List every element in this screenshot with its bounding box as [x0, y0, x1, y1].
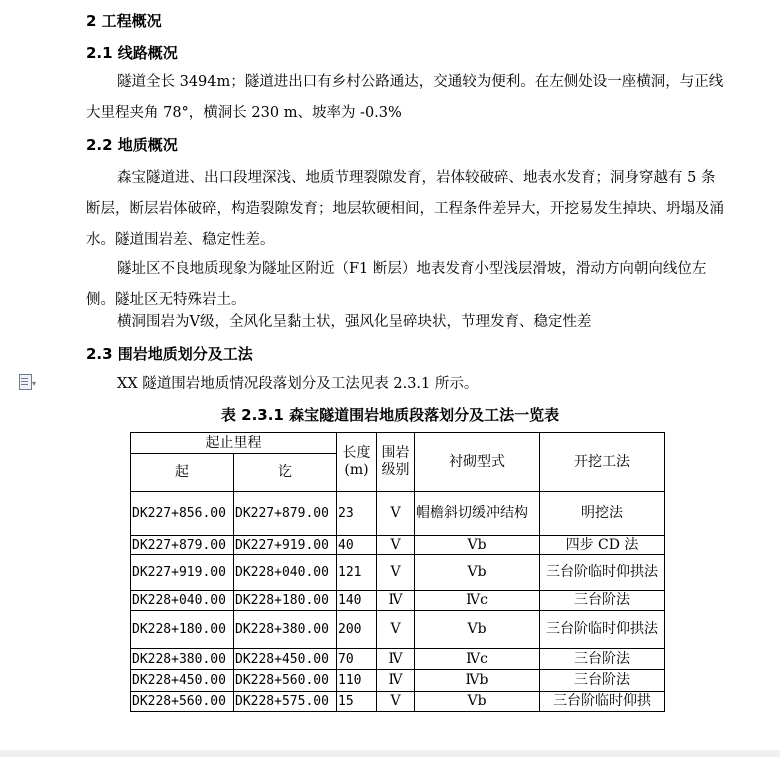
paragraph-geology-2: 隧址区不良地质现象为隧址区附近（F1 断层）地表发育小型浅层滑坡，滑动方向朝向线位左侧。隧址区无特殊岩土。	[86, 261, 707, 308]
cell-lining: 帽檐斜切缓冲结构	[415, 492, 540, 536]
cell-end: DK227+919.00	[234, 536, 337, 555]
cell-end: DK228+560.00	[234, 670, 337, 692]
header-method: 开挖工法	[540, 433, 665, 492]
geology-table	[130, 432, 665, 712]
cell-lining: Ⅴb	[415, 555, 540, 591]
paragraph-table-intro: XX 隧道围岩地质情况段落划分及工法见表 2.3.1 所示。	[117, 376, 479, 392]
paragraph-route: 隧道全长 3494m；隧道进出口有乡村公路通达，交通较为便利。在左侧处设一座横洞，与正线大里程夹角 78°，横洞长 230 m、坡率为 -0.3%	[86, 74, 724, 121]
cell-grade: Ⅳ	[377, 670, 415, 692]
cell-length: 23	[337, 492, 377, 536]
table-row	[131, 591, 665, 611]
cell-method: 三台阶法	[540, 670, 665, 692]
cell-lining: Ⅴb	[415, 611, 540, 649]
cell-grade: Ⅴ	[377, 611, 415, 649]
cell-lining: Ⅳc	[415, 591, 540, 611]
cell-end: DK227+879.00	[234, 492, 337, 536]
document-options-icon[interactable]: ▾	[18, 373, 38, 391]
cell-end: DK228+575.00	[234, 692, 337, 712]
table-row	[131, 649, 665, 670]
paragraph-geology-3: 横洞围岩为Ⅴ级，全风化呈黏土状，强风化呈碎块状，节理发育、稳定性差	[117, 314, 592, 330]
cell-start: DK228+560.00	[131, 692, 234, 712]
status-bar	[0, 750, 780, 757]
table-row	[131, 492, 665, 536]
cell-method: 三台阶临时仰拱法	[540, 611, 665, 649]
header-start: 起	[131, 454, 234, 492]
cell-method: 四步 CD 法	[540, 536, 665, 555]
cell-method: 三台阶法	[540, 591, 665, 611]
table-caption: 表 2.3.1 森宝隧道围岩地质段落划分及工法一览表	[220, 406, 560, 424]
cell-start: DK228+180.00	[131, 611, 234, 649]
cell-method: 明挖法	[540, 492, 665, 536]
heading-2-2: 2.2 地质概况	[86, 136, 178, 154]
cell-method: 三台阶临时仰拱法	[540, 555, 665, 591]
cell-length: 140	[337, 591, 377, 611]
cell-length: 70	[337, 649, 377, 670]
cell-lining: Ⅳc	[415, 649, 540, 670]
cell-lining: Ⅴb	[415, 536, 540, 555]
heading-2-1: 2.1 线路概况	[86, 44, 178, 62]
cell-grade: Ⅴ	[377, 692, 415, 712]
cell-end: DK228+380.00	[234, 611, 337, 649]
table-row	[131, 670, 665, 692]
header-range: 起止里程	[131, 433, 337, 454]
cell-start: DK228+380.00	[131, 649, 234, 670]
cell-end: DK228+040.00	[234, 555, 337, 591]
cell-length: 40	[337, 536, 377, 555]
cell-start: DK228+450.00	[131, 670, 234, 692]
table-row	[131, 692, 665, 712]
cell-lining: Ⅳb	[415, 670, 540, 692]
paragraph-geology-1: 森宝隧道进、出口段埋深浅、地质节理裂隙发育，岩体较破碎、地表水发育；洞身穿越有 5 条断层，断层岩体破碎，构造裂隙发育；地层软硬相间，工程条件差异大，开挖易发生掉块、坍塌及涌水。隧道围岩差、稳定性差。	[86, 170, 724, 248]
cell-grade: Ⅳ	[377, 649, 415, 670]
header-grade: 围岩级别	[377, 433, 415, 492]
cell-start: DK227+879.00	[131, 536, 234, 555]
cell-start: DK227+856.00	[131, 492, 234, 536]
table-row	[131, 536, 665, 555]
cell-grade: Ⅳ	[377, 591, 415, 611]
cell-length: 110	[337, 670, 377, 692]
table-row	[131, 611, 665, 649]
table-row	[131, 555, 665, 591]
cell-method: 三台阶临时仰拱	[540, 692, 665, 712]
cell-grade: Ⅴ	[377, 555, 415, 591]
cell-start: DK228+040.00	[131, 591, 234, 611]
cell-length: 200	[337, 611, 377, 649]
header-end: 讫	[234, 454, 337, 492]
heading-2-3: 2.3 围岩地质划分及工法	[86, 345, 253, 363]
cell-length: 121	[337, 555, 377, 591]
cell-lining: Ⅴb	[415, 692, 540, 712]
cell-end: DK228+180.00	[234, 591, 337, 611]
cell-grade: Ⅴ	[377, 536, 415, 555]
cell-method: 三台阶法	[540, 649, 665, 670]
header-length: 长度(m)	[337, 433, 377, 492]
cell-grade: Ⅴ	[377, 492, 415, 536]
cell-end: DK228+450.00	[234, 649, 337, 670]
cell-start: DK227+919.00	[131, 555, 234, 591]
header-lining: 衬砌型式	[415, 433, 540, 492]
cell-length: 15	[337, 692, 377, 712]
heading-2: 2 工程概况	[86, 12, 162, 30]
